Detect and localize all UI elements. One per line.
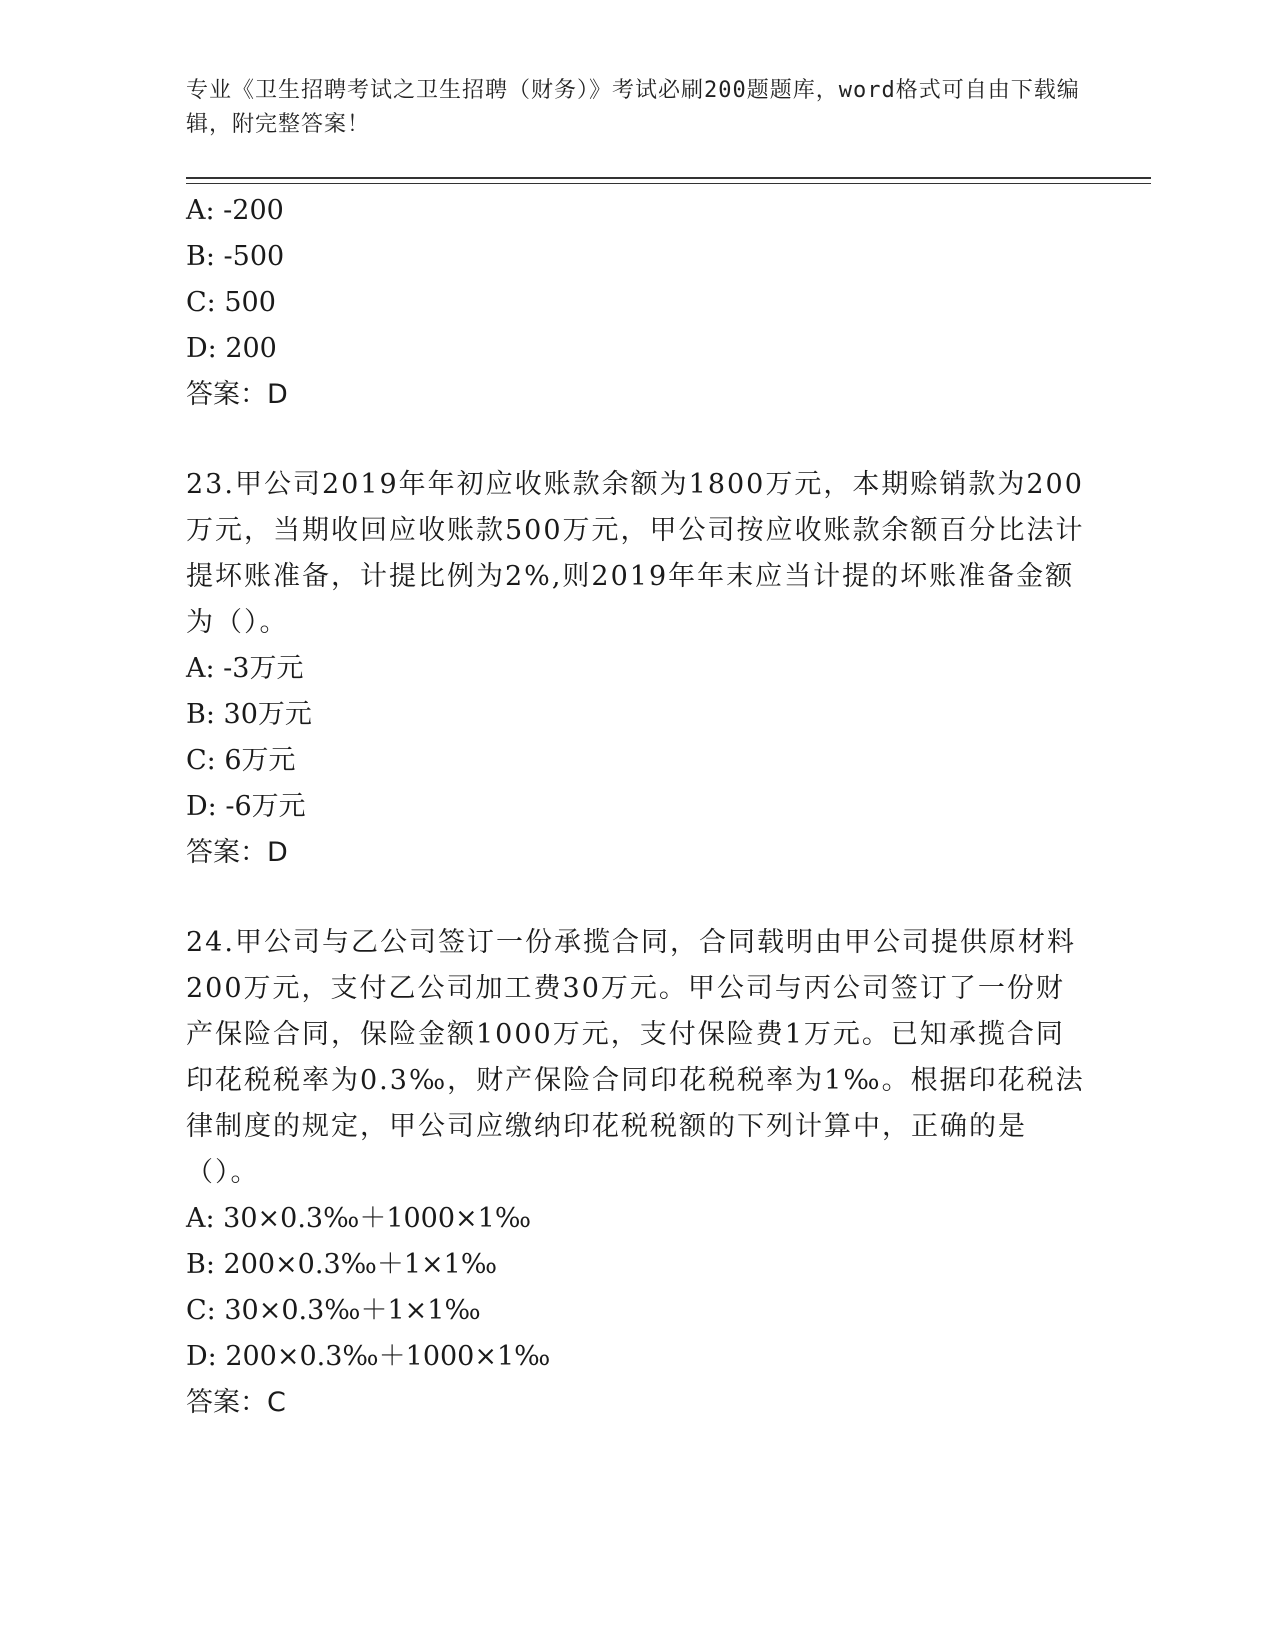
question-text: 24.甲公司与乙公司签订一份承揽合同，合同载明由甲公司提供原材料200万元，支付乙公司加工费30万元。甲公司与丙公司签订了一份财产保险合同，保险金额1000万元，支付保险费1万元。已知承揽合同印花税税率为0.3‰，财产保险合同印花税税率为1‰。根据印花税法律制度的规定，甲公司应缴纳印花税税额的下列计算中，正确的是（）。 xyxy=(186,927,1085,1188)
answer-label: 答案：D xyxy=(186,379,288,410)
question-block xyxy=(186,188,1086,418)
option-d: D: 200 xyxy=(186,333,277,364)
option-d: D: 200×0.3‰＋1000×1‰ xyxy=(186,1341,551,1372)
option-a: A: 30×0.3‰＋1000×1‰ xyxy=(186,1203,532,1234)
document-header-title: 专业《卫生招聘考试之卫生招聘（财务）》考试必刷200题题库，word格式可自由下载编辑，附完整答案！ xyxy=(186,78,1080,137)
option-a: A: -3万元 xyxy=(186,653,304,684)
option-a: A: -200 xyxy=(186,195,284,226)
option-c: C: 30×0.3‰＋1×1‰ xyxy=(186,1295,481,1326)
header-divider-thick xyxy=(186,177,1151,179)
answer-label: 答案：C xyxy=(186,1387,286,1418)
question-block xyxy=(186,462,1086,876)
header-divider-thin xyxy=(186,183,1151,184)
option-b: B: 200×0.3‰＋1×1‰ xyxy=(186,1249,498,1280)
option-c: C: 500 xyxy=(186,287,276,318)
question-block xyxy=(186,920,1086,1426)
option-b: B: 30万元 xyxy=(186,699,312,730)
question-list xyxy=(186,188,1086,1470)
answer-label: 答案：D xyxy=(186,837,288,868)
option-c: C: 6万元 xyxy=(186,745,296,776)
option-b: B: -500 xyxy=(186,241,285,272)
option-d: D: -6万元 xyxy=(186,791,306,822)
question-text: 23.甲公司2019年年初应收账款余额为1800万元，本期赊销款为200万元，当期收回应收账款500万元，甲公司按应收账款余额百分比法计提坏账准备，计提比例为2%,则2019年年末应当计提的坏账准备金额为（）。 xyxy=(186,469,1085,638)
